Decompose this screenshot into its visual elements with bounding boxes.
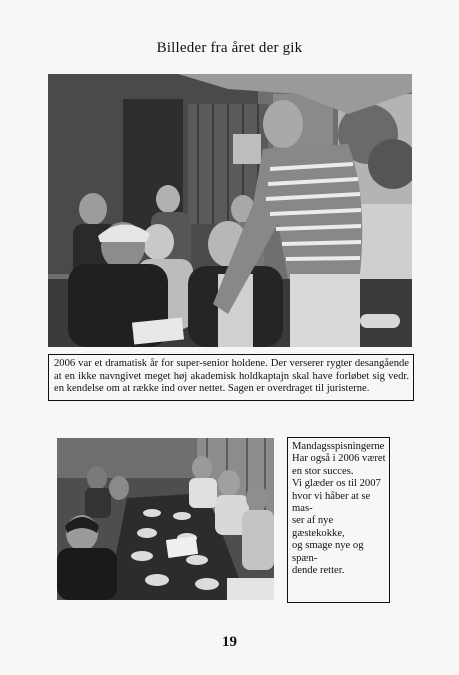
caption-line: hvor vi håber at se mas- [292,490,371,515]
photo-tennis-seniors-image [48,74,412,347]
caption-line: dende retter. [292,565,345,577]
caption-line: Har også i 2006 været [292,453,386,465]
page-title: Billeder fra året der gik [156,40,303,56]
caption-tennis: 2006 var et dramatisk år for super-senior holdene. Der verserer rygter desangående at en ikke navngivet meget høj akademisk holdkaptajn skal have forløbet sig vedr. en kendelse om at række ind over nettet. Sagen er overdraget til juristerne. [48,354,414,401]
photo-tennis-seniors [48,74,412,347]
caption-line: Mandagsspisningerne [292,441,385,452]
photo-monday-dinner-image [57,438,274,600]
caption-line: en stor succes. [292,465,354,477]
caption-monday-dinner [287,437,390,603]
photo-monday-dinner [57,438,274,600]
caption-line: Vi glæder os til 2007 [292,478,381,490]
page-number: 19 [222,634,237,650]
caption-line: ser af nye gæstekokke, [292,515,345,539]
caption-line: og smage nye og spæn- [292,540,364,564]
